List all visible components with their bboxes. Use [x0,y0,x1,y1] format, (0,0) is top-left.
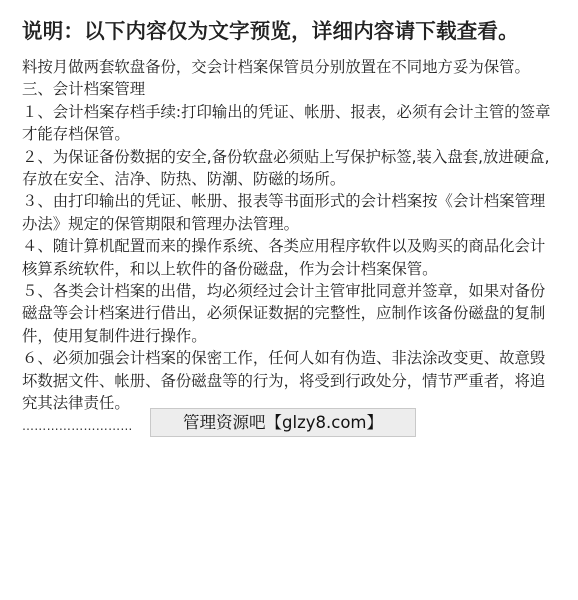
truncation-ellipsis: ……………………… [22,418,133,433]
paragraph-backup: 料按月做两套软盘备份，交会计档案保管员分别放置在不同地方妥为保管。 [22,58,530,76]
list-item: ４、随计算机配置而来的操作系统、各类应用程序软件以及购买的商品化会计核算系统软件，和以上软件的备份磁盘，作为会计档案保管。 [22,237,546,278]
section-heading: 三、会计档案管理 [22,80,146,99]
list-item: ２、为保证备份数据的安全,备份软盘必须贴上写保护标签,装入盘套,放进硬盒,存放在安全、洁净、防热、防潮、防磁的场所。 [22,147,550,189]
list-item: ５、各类会计档案的出借，均必须经过会计主管审批同意并签章，如果对备份磁盘等会计档案进行借出，必须保证数据的完整性，应制作该备份磁盘的复制件，使用复制件进行操作。 [22,282,546,345]
list-item: ６、必须加强会计档案的保密工作，任何人如有伪造、非法涂改变更、故意毁坏数据文件、帐册、备份磁盘等的行为，将受到行政处分，情节严重者，将追究其法律责任。 [22,349,546,413]
document-body [22,56,554,433]
list-item: １、会计档案存档手续:打印输出的凭证、帐册、报表，必须有会计主管的签章才能存档保管。 [22,102,551,144]
preview-notice: 说明：以下内容仅为文字预览，详细内容请下载查看。 [22,19,519,43]
list-item: ３、由打印输出的凭证、帐册、报表等书面形式的会计档案按《会计档案管理办法》规定的保管期限和管理办法管理。 [22,192,546,233]
watermark-banner: 管理资源吧【glzy8.com】 [150,408,416,437]
